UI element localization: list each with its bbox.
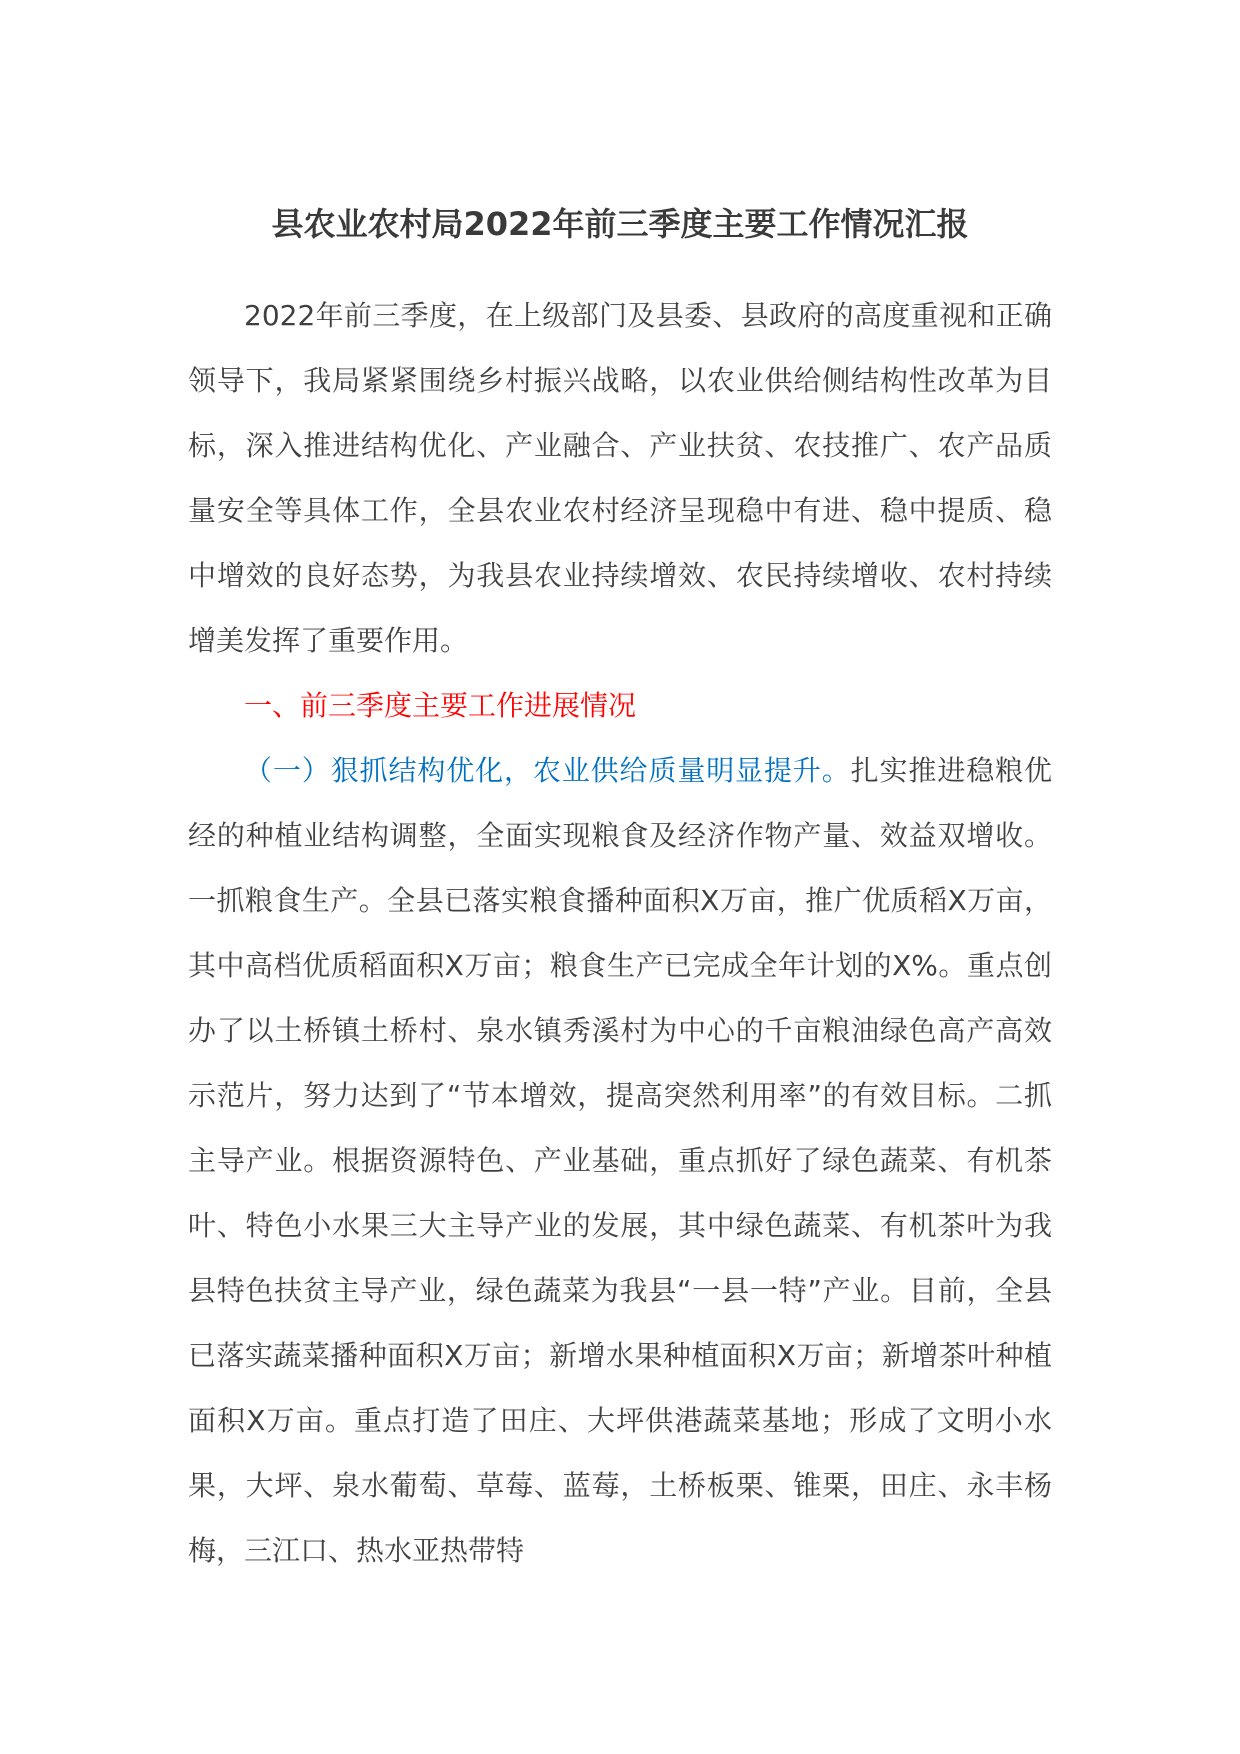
document-title: 县农业农村局2022年前三季度主要工作情况汇报 bbox=[271, 205, 969, 243]
intro-paragraph: 2022年前三季度，在上级部门及县委、县政府的高度重视和正确领导下，我局紧紧围绕乡村振兴战略，以农业供给侧结构性改革为目标，深入推进结构优化、产业融合、产业扶贫、农技推广、农产品质量安全等具体工作，全县农业农村经济呈现稳中有进、稳中提质、稳中增效的良好态势，为我县农业持续增效、农民持续增收、农村持续增美发挥了重要作用。 bbox=[188, 299, 1052, 657]
subsection-body: 扎实推进稳粮优经的种植业结构调整，全面实现粮食及经济作物产量、效益双增收。一抓粮食生产。全县已落实粮食播种面积X万亩，推广优质稻X万亩，其中高档优质稻面积X万亩；粮食生产已完成全年计划的X%。重点创办了以土桥镇土桥村、泉水镇秀溪村为中心的千亩粮油绿色高产高效示范片，努力达到了“节本增效，提高突然利用率”的有效目标。二抓主导产业。根据资源特色、产业基础，重点抓好了绿色蔬菜、有机茶叶、特色小水果三大主导产业的发展，其中绿色蔬菜、有机茶叶为我县特色扶贫主导产业，绿色蔬菜为我县“一县一特”产业。目前，全县已落实蔬菜播种面积X万亩；新增水果种植面积X万亩；新增茶叶种植面积X万亩。重点打造了田庄、大坪供港蔬菜基地；形成了文明小水果，大坪、泉水葡萄、草莓、蓝莓，土桥板栗、锥栗，田庄、永丰杨梅，三江口、热水亚热带特 bbox=[188, 754, 1052, 1567]
document-body bbox=[188, 188, 1052, 1583]
subsection-paragraph bbox=[188, 738, 1052, 1583]
section-heading: 一、前三季度主要工作进展情况 bbox=[244, 689, 637, 722]
subsection-heading: （一）狠抓结构优化，农业供给质量明显提升。 bbox=[244, 754, 851, 787]
